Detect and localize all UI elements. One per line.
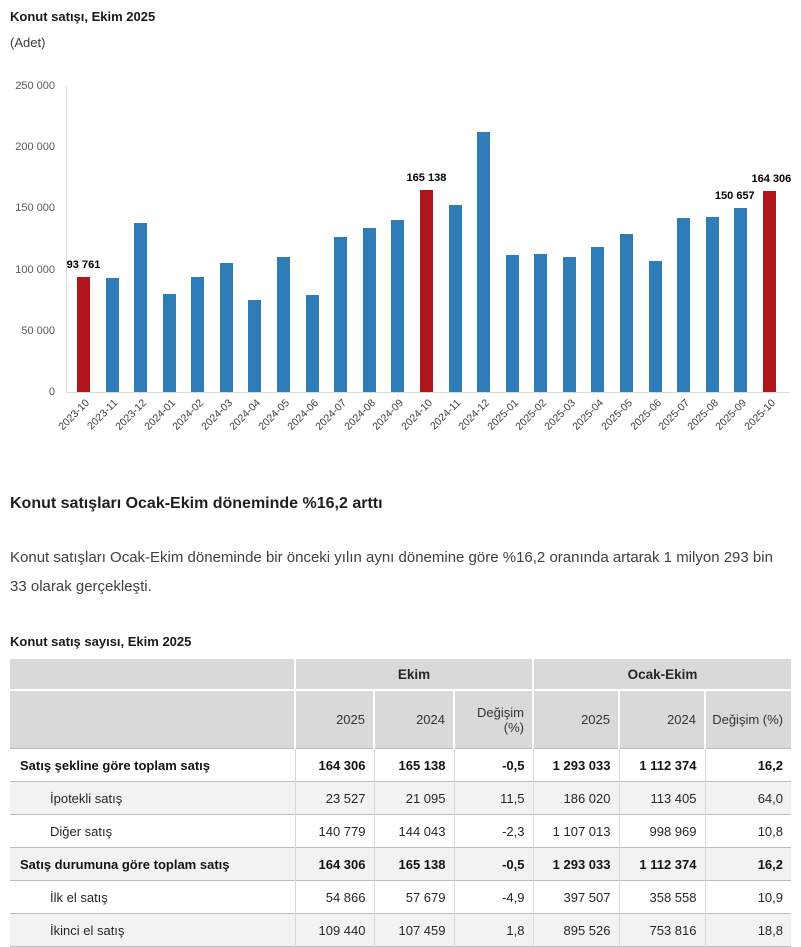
row-label: Diğer satış [50,823,113,839]
bar-2024-03 [199,86,235,433]
bar-rect [134,223,147,392]
bar-2025-06 [627,86,664,433]
chart-unit-label: (Adet) [10,35,46,50]
x-axis-label: 2024-07 [313,397,350,433]
bar-2024-01 [141,86,178,433]
y-axis-tick-label: 250 000 [15,80,55,92]
x-axis-label: 2025-07 [656,397,693,433]
column-header [10,690,295,749]
cell: 18,8 [705,914,791,947]
cell: 107 459 [374,914,454,947]
x-axis-label: 2024-02 [170,397,207,433]
x-axis-label: 2023-11 [85,397,121,433]
table-row [10,815,791,848]
bar-rect [248,300,261,392]
cell: 113 405 [619,782,705,815]
bar-2024-05 [256,86,293,433]
column-header: Değişim (%) [705,690,791,749]
cell: -0,5 [454,749,533,782]
bar-2024-07 [313,86,350,433]
cell: 753 816 [619,914,705,947]
bar-2024-06 [284,86,321,433]
bar-rect [563,257,576,392]
bar-rect [620,234,633,393]
bar-2025-08 [684,86,721,433]
bar-2025-10 [742,86,792,433]
x-axis-label: 2024-05 [256,397,293,433]
x-axis-label: 2025-02 [513,397,550,433]
bar-rect [391,220,404,392]
bar-2023-10 [56,86,101,433]
cell: 998 969 [619,815,705,848]
y-axis-tick-label: 0 [48,386,55,398]
x-axis-label: 2025-01 [484,397,521,433]
cell: 10,8 [705,815,791,848]
cell: 57 679 [374,881,454,914]
cell: -2,3 [454,815,533,848]
table-row [10,848,791,881]
bar-2023-11 [85,86,121,433]
sales-table [10,659,791,947]
bar-2025-03 [542,86,578,433]
cell: 165 138 [374,848,454,881]
x-axis-label: 2025-05 [599,397,635,433]
cell: 54 866 [295,881,374,914]
column-header-row [10,690,791,749]
y-axis-tick-label: 100 000 [15,263,55,276]
y-axis-tick-label: 150 000 [15,202,55,215]
bar-2025-02 [513,86,550,433]
row-label: Satış şekline göre toplam satış [20,757,211,773]
bar-rect [677,218,690,392]
x-axis-label: 2024-08 [342,397,378,433]
x-axis-label: 2024-09 [370,397,407,433]
row-label: İlk el satış [50,889,108,905]
column-header: 2025 [533,690,619,749]
bar-rect [106,278,119,392]
column-group-header: Ocak-Ekim [533,659,791,690]
summary-headline: Konut satışları Ocak-Ekim döneminde %16,2 arttı [10,495,383,512]
cell: 16,2 [705,848,791,881]
x-axis-label: 2024-12 [456,397,493,433]
cell: 165 138 [374,749,454,782]
x-axis-label: 2025-06 [627,397,664,433]
table-row [10,749,791,782]
cell: -4,9 [454,881,533,914]
x-axis-label: 2023-10 [56,397,92,433]
bar-2025-07 [656,86,693,433]
bar-2024-02 [170,86,207,433]
column-header: 2025 [295,690,374,749]
y-axis-tick-label: 50 000 [21,324,55,337]
bar-rect [449,205,462,392]
bar-2025-05 [599,86,635,433]
bar-rect [649,261,662,392]
x-axis-label: 2024-06 [284,397,321,433]
bar-value-label: 165 138 [406,171,447,184]
bar-rect [334,237,347,392]
cell: 64,0 [705,782,791,815]
cell: 164 306 [295,848,374,881]
x-axis-label: 2024-01 [141,397,178,433]
column-group-header [10,659,295,690]
row-label: İpotekli satış [50,790,123,806]
cell: 1 107 013 [533,815,619,848]
bar-rect [306,295,319,392]
cell: 1 293 033 [533,848,619,881]
bar-2024-04 [227,86,264,433]
bar-rect [420,190,433,392]
cell: 1 293 033 [533,749,619,782]
column-group-row [10,659,791,690]
bar-2024-11 [428,86,464,433]
x-axis-label: 2023-12 [113,397,150,433]
chart-title: Konut satışı, Ekim 2025 [10,9,156,24]
bar-rect [477,132,490,392]
x-axis-label: 2024-10 [399,397,435,433]
bar-rect [220,263,233,392]
cell: 895 526 [533,914,619,947]
column-group-header: Ekim [295,659,533,690]
x-axis-label: 2025-10 [742,397,778,433]
bar-rect [163,294,176,392]
column-header: Değişim (%) [454,690,533,749]
bar-value-label: 93 761 [66,259,101,272]
bar-rect [363,228,376,392]
table-header [10,659,791,749]
column-header: 2024 [619,690,705,749]
bar-rect [77,277,90,392]
bar-rect [763,191,776,392]
bar-2023-12 [113,86,150,433]
bar-rect [591,247,604,392]
x-axis-label: 2024-11 [428,397,464,433]
cell: 1 112 374 [619,749,705,782]
cell: 164 306 [295,749,374,782]
table-title: Konut satış sayısı, Ekim 2025 [10,634,192,649]
bar-2024-12 [456,86,493,433]
cell: 21 095 [374,782,454,815]
cell: 144 043 [374,815,454,848]
x-axis-label: 2025-03 [542,397,578,433]
bar-2025-09 [713,86,755,433]
monthly-sales-bar-chart [15,80,792,433]
bars-area [56,86,792,433]
cell: 397 507 [533,881,619,914]
summary-paragraph: Konut satışları Ocak-Ekim döneminde bir önceki yılın aynı dönemine göre %16,2 oranında artarak 1 milyon 293 bin 33 olarak gerçekleşti. [10,549,773,595]
bar-rect [534,254,547,392]
bar-2025-01 [484,86,521,433]
row-label: İkinci el satış [50,922,125,938]
bar-value-label: 150 657 [714,189,755,202]
bar-value-label: 164 306 [751,172,792,185]
cell: 16,2 [705,749,791,782]
cell: 186 020 [533,782,619,815]
table-row [10,881,791,914]
bar-2024-09 [370,86,407,433]
cell: 23 527 [295,782,374,815]
x-axis-label: 2025-08 [684,397,721,433]
x-axis-label: 2025-04 [570,397,607,433]
cell: 140 779 [295,815,374,848]
cell: 1,8 [454,914,533,947]
bar-rect [706,217,719,392]
bar-rect [506,255,519,392]
cell: 109 440 [295,914,374,947]
cell: 358 558 [619,881,705,914]
column-header: 2024 [374,690,454,749]
table-row [10,914,791,947]
bar-2024-08 [342,86,378,433]
bar-rect [734,208,747,392]
x-axis-label: 2024-03 [199,397,235,433]
bar-rect [277,257,290,392]
y-axis-tick-label: 200 000 [15,141,55,154]
row-label: Satış durumuna göre toplam satış [20,856,230,872]
table-row [10,782,791,815]
x-axis-label: 2024-04 [227,397,264,433]
bar-2025-04 [570,86,607,433]
table-body [10,749,791,947]
cell: 10,9 [705,881,791,914]
bar-rect [191,277,204,392]
cell: 11,5 [454,782,533,815]
cell: 1 112 374 [619,848,705,881]
cell: -0,5 [454,848,533,881]
x-axis-label: 2025-09 [713,397,750,433]
